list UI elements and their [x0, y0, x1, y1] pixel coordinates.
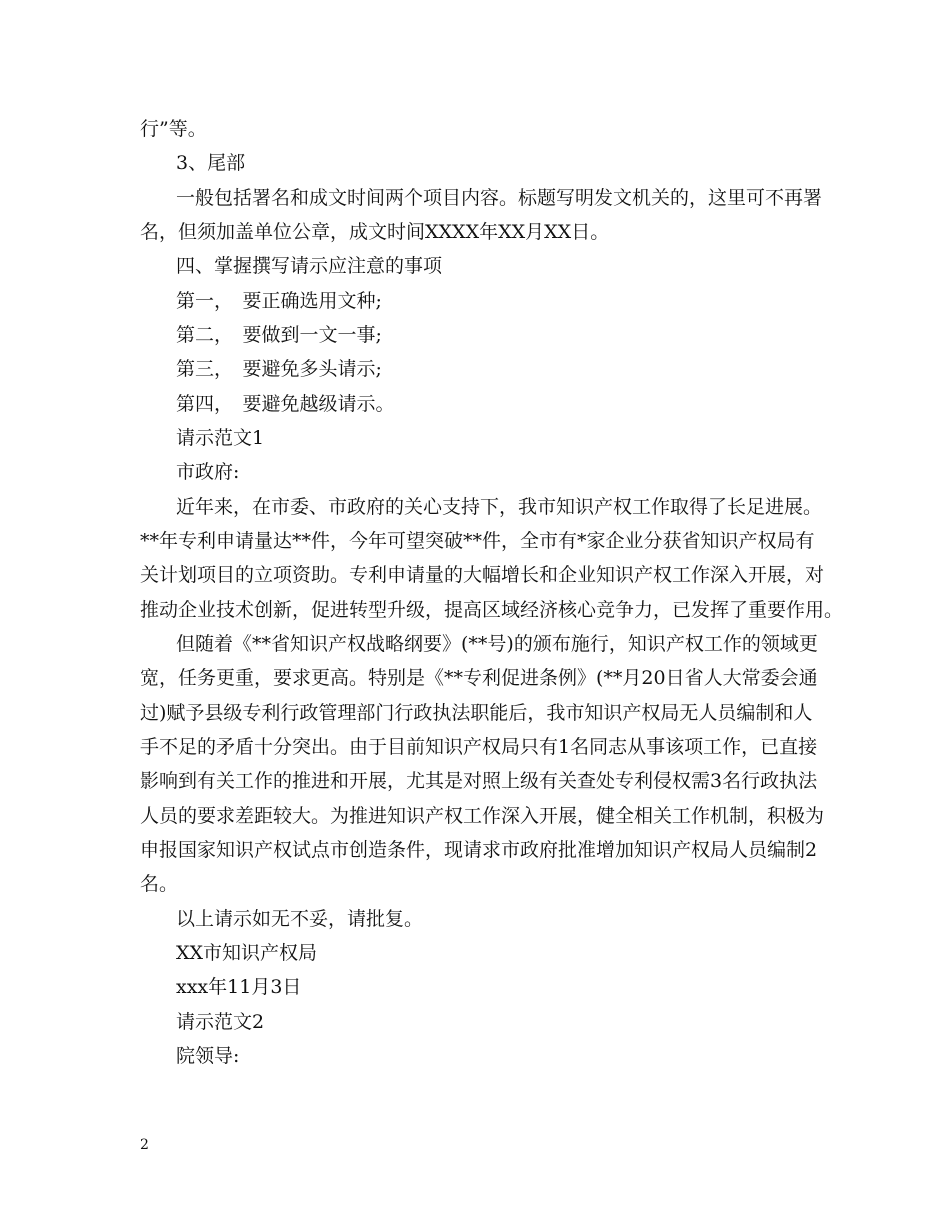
text-line: 手不足的矛盾十分突出。由于目前知识产权局只有1名同志从事该项工作，已直接 [140, 736, 818, 758]
list-item: 第四， 要避免越级请示。 [176, 393, 395, 415]
text-line: 名，但须加盖单位公章，成文时间XXXX年XX月XX日。 [140, 221, 610, 243]
text-line: 人员的要求差距较大。为推进知识产权工作深入开展，健全相关工作机制，积极为 [140, 805, 825, 827]
text-line: 关计划项目的立项资助。专利申请量的大幅增长和企业知识产权工作深入开展，对 [140, 564, 825, 586]
text-line: 宽，任务更重，要求更高。特别是《**专利促进条例》(**月20日省人大常委会通 [140, 667, 818, 689]
list-item: 第三， 要避免多头请示; [176, 358, 382, 380]
page-number: 2 [140, 1137, 149, 1153]
text-line: 一般包括署名和成文时间两个项目内容。标题写明发文机关的，这里可不再署 [176, 187, 823, 209]
section-heading: 四、掌握撰写请示应注意的事项 [176, 255, 443, 277]
text-line: 过)赋予县级专利行政管理部门行政执法职能后，我市知识产权局无人员编制和人 [140, 702, 813, 724]
text-line: 影响到有关工作的推进和开展，尤其是对照上级有关查处专利侵权需3名行政执法 [140, 770, 818, 792]
signature-date: xxx年11月3日 [176, 976, 302, 998]
sample-heading: 请示范文2 [176, 1011, 265, 1033]
text-line: 申报国家知识产权试点市创造条件，现请求市政府批准增加知识产权局人员编制2 [140, 839, 818, 861]
sample-heading: 请示范文1 [176, 427, 265, 449]
text-line: **年专利申请量达**件，今年可望突破**件，全市有*家企业分获省知识产权局有 [140, 530, 815, 552]
text-line: 近年来，在市委、市政府的关心支持下，我市知识产权工作取得了长足进展。 [176, 496, 823, 518]
signature-organization: XX市知识产权局 [176, 942, 318, 964]
text-line: 行”等。 [140, 118, 207, 140]
addressee: 市政府: [176, 461, 240, 483]
section-heading: 3、尾部 [176, 152, 246, 174]
text-line: 名。 [140, 873, 179, 895]
text-line: 但随着《**省知识产权战略纲要》(**号)的颁布施行，知识产权工作的领域更 [176, 633, 818, 655]
addressee: 院领导: [176, 1045, 240, 1067]
closing-line: 以上请示如无不妥，请批复。 [176, 908, 424, 930]
text-line: 推动企业技术创新，促进转型升级，提高区域经济核心竞争力，已发挥了重要作用。 [140, 599, 844, 621]
list-item: 第二， 要做到一文一事; [176, 324, 382, 346]
list-item: 第一， 要正确选用文种; [176, 290, 382, 312]
